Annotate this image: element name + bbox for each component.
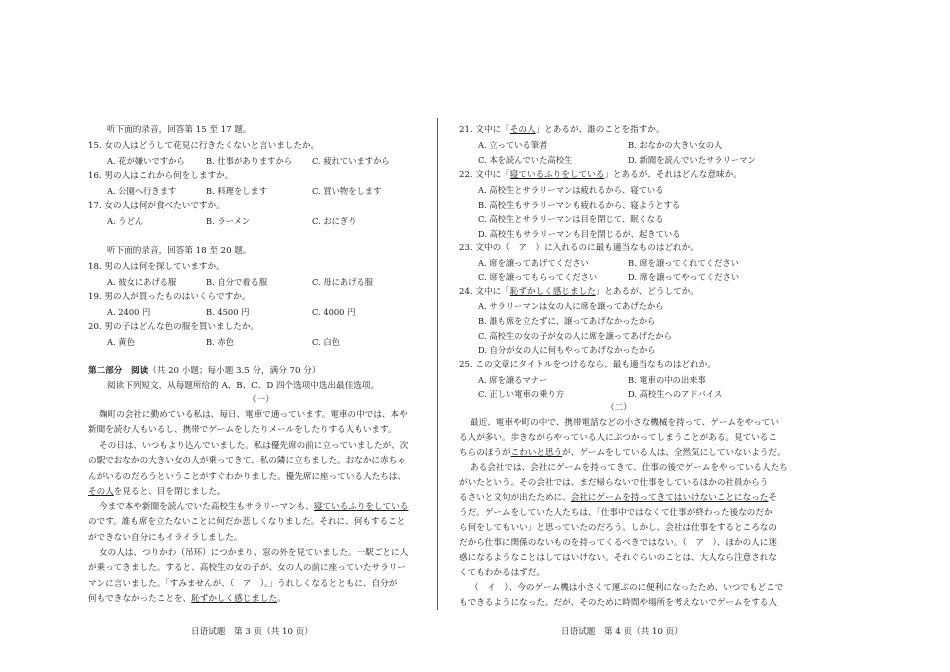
option-19b[interactable]: B. 4500 円 [206, 307, 250, 317]
q-text: 」とあるが、それはどんな意味か。 [604, 170, 742, 180]
passage-text: が、ゲームをしている人は、全然気にしていないようだ。 [562, 448, 786, 458]
underline-game-rule: 会社にゲームを持ってきてはいけないことになった [570, 493, 769, 503]
passage2-line: 惑になるようなことはしてはいけない。それぐらいのことは、大人なら注意されな [459, 553, 777, 563]
option-19c[interactable]: C. 4000 円 [312, 307, 356, 317]
option-25c[interactable]: C. 正しい電車の乗り方 [478, 389, 564, 399]
option-21d[interactable]: D. 新聞を読んでいたサラリーマン [628, 155, 756, 165]
option-15c[interactable]: C. 疲れていますから [312, 156, 390, 166]
option-21c[interactable]: C. 本を読んでいた高校生 [478, 155, 573, 165]
question-18: 18. 男の人は何を探していますか。 [88, 262, 225, 272]
passage2-line: ある会社では、会社にゲームを持ってきて、仕事の後でゲームをやっている人たち [470, 463, 788, 473]
passage-text: るさいと文句が出たために、 [459, 493, 571, 503]
passage2-line: うだ。ゲームをしていた人たちは、「仕事中ではなくて仕事が終わった後なのだか [459, 508, 773, 518]
passage2-line: くてもわかるはずだ。 [459, 568, 545, 578]
passage2-line: 最近、電車や町の中で、携帯電話などの小さな機械を持って、ゲームをやってい [470, 418, 780, 428]
passage-text: を見ると、目を閉じました。 [113, 487, 226, 497]
listening-instruction-2: 听下面的录音，回答第 18 至 20 题。 [107, 246, 252, 256]
passage-text: 何もできなかったことを、 [88, 594, 192, 604]
option-24a[interactable]: A. サラリーマンは女の人に席を譲ってあげたから [478, 301, 664, 311]
q-underline: 恥ずかしく感じました [509, 287, 596, 297]
option-24b[interactable]: B. 誰も席を立たずに、譲ってあげなかったから [478, 316, 656, 326]
option-18a[interactable]: A. 彼女にあげる服 [107, 277, 177, 287]
option-25b[interactable]: B. 電車の中の出来事 [628, 375, 706, 385]
option-16a[interactable]: A. 公園へ行きます [107, 186, 177, 196]
option-15a[interactable]: A. 花が嫌いですから [107, 156, 185, 166]
right-page [440, 0, 950, 672]
option-19a[interactable]: A. 2400 円 [107, 307, 151, 317]
passage-line [88, 487, 226, 498]
option-23b[interactable]: B. 席を譲ってくれてください [628, 258, 739, 268]
passage-line: マンに言いました。「すみませんが、（ ア ）。」うれしくなるとともに、自分が [88, 579, 398, 589]
question-24 [459, 287, 699, 298]
option-16c[interactable]: C. 買い物をします [312, 186, 382, 196]
option-16b[interactable]: B. 料理をします [206, 186, 268, 196]
question-19: 19. 男の人が買ったものはいくらですか。 [88, 292, 251, 302]
part2-instruction: 阅读下列短文，从每题所给的 A、B、C、D 四个选项中选出最佳选项。 [107, 381, 380, 391]
option-20c[interactable]: C. 白色 [312, 337, 340, 347]
passage-line: の駅でおなかの大きい女の人が乗ってきて、私の隣に立ちました。おなかに赤ちゃ [88, 456, 406, 466]
option-25a[interactable]: A. 席を譲るマナー [478, 375, 548, 385]
listening-instruction-1: 听下面的录音，回答第 15 至 17 题。 [107, 125, 252, 135]
option-17a[interactable]: A. うどん [107, 216, 144, 226]
passage-line: 女の人は、つりかわ（吊环）につかまり、窓の外を見ていました。一駅ごとに人 [99, 548, 409, 558]
q-text: 」とあるが、誰のことを指すか。 [535, 125, 665, 135]
passage-line: ができない自分にもイライラしました。 [88, 533, 243, 543]
option-23d[interactable]: D. 席を譲ってやってください [628, 272, 740, 282]
passage-number: （一） [248, 395, 274, 405]
option-25d[interactable]: D. 高校生へのアドバイス [628, 389, 723, 399]
question-21 [459, 125, 665, 136]
option-23a[interactable]: A. 席を譲ってあげてください [478, 258, 589, 268]
passage-text: ちらのほうが [459, 448, 511, 458]
passage-line [88, 594, 286, 605]
q-text: 」とあるが、どうしてか。 [595, 287, 699, 297]
underline-hazukashiku: 恥ずかしく感じました [191, 594, 278, 604]
passage2-line: ら何をしてもいい」と思っていたのだろう。しかし、会社は仕事をするところなの [459, 523, 777, 533]
passage2-line: がいたという。その会社では、まだ帰らないで仕事をしているほかの社員からう [459, 478, 769, 488]
passage2-line: （ イ ）、今のゲーム機は小さくて運ぶのに便利になったため、いつでもどこで [470, 583, 784, 593]
passage-line: 新聞を読む人もいるし、携帯でゲームをしたりメールをしたりする人もいます。 [88, 425, 397, 435]
option-22a[interactable]: A. 高校生とサラリーマンは疲れるから、寝ている [478, 185, 664, 195]
q-underline: 寝ているふりをしている [509, 170, 605, 180]
option-18c[interactable]: C. 母にあげる服 [312, 277, 374, 287]
option-17c[interactable]: C. おにぎり [312, 216, 357, 226]
passage-line: が乗ってきました。すると、高校生の女の子が、女の人の前に座っていたサラリー [88, 563, 406, 573]
q-text: 21. 文中に「 [459, 125, 510, 135]
passage2-line [459, 493, 777, 504]
question-20: 20. 男の子はどんな色の服を買いましたか。 [88, 322, 260, 332]
part2-title: 第二部分 阅读 [88, 366, 149, 376]
part2-heading [88, 366, 320, 377]
passage-line: のです。誰も席を立たないことに何だか悲しくなりました。それに、何もすること [88, 517, 406, 527]
question-22 [459, 170, 742, 181]
underline-kowai: こわいと思う [510, 448, 563, 458]
q-text: 24. 文中に「 [459, 287, 510, 297]
option-20b[interactable]: B. 赤色 [206, 337, 234, 347]
passage2-line [459, 448, 786, 459]
question-16: 16. 男の人はこれから何をしますか。 [88, 171, 234, 181]
option-24d[interactable]: D. 自分が女の人に何もやってあげなかったから [478, 345, 656, 355]
option-20a[interactable]: A. 黄色 [107, 337, 135, 347]
passage-line: んがいるのだろうということがすぐわかりました。優先席に座っている人たちは、 [88, 472, 406, 482]
question-23: 23. 文中の（ ア ）に入れるのに最も適当なものはどれか。 [459, 243, 699, 253]
option-15b[interactable]: B. 仕事がありますから [206, 156, 293, 166]
page-footer-4: 日语试题 第 4 页（共 10 页） [561, 627, 683, 637]
passage-line [99, 502, 408, 513]
passage2-line: もできるようになった。だが、そのために時間や場所を考えないでゲームをする人 [459, 598, 777, 608]
passage2-line: る人が多い。歩きながらやっている人にぶつかってしまうことがある。見ているこ [459, 433, 777, 443]
passage2-number: （二） [606, 403, 632, 413]
question-15: 15. 女の人はどうして花見に行きたくないと言いましたか。 [88, 141, 320, 151]
page-footer-3: 日语试题 第 3 页（共 10 页） [191, 627, 313, 637]
passage-text: 今まで本や新聞を読んでいた高校生もサラリーマンも、 [99, 502, 314, 512]
option-24c[interactable]: C. 高校生の女の子が女の人に席を譲ってあげたから [478, 331, 672, 341]
passage-line: 麹町の会社に勤めている私は、毎日、電車で通っています。電車の中では、本や [99, 410, 408, 420]
question-17: 17. 女の人は何が食べたいですか。 [88, 201, 225, 211]
passage2-line: だから仕事に関係のないものを持ってくるべきではない。（ ア ）、ほかの人に迷 [459, 538, 777, 548]
passage-text: 。 [277, 594, 286, 604]
option-21b[interactable]: B. おなかの大きい女の人 [628, 140, 723, 150]
underline-neteiru-furi: 寝ているふりをしている [313, 502, 409, 512]
question-25: 25. この文章にタイトルをつけるなら、最も適当なものはどれか。 [459, 360, 716, 370]
option-18b[interactable]: B. 自分で着る服 [206, 277, 268, 287]
option-22d[interactable]: D. 高校生もサラリーマンも目を閉じるが、起きている [478, 229, 681, 239]
passage-line: その日は、いつもより込んでいました。私は優先席の前に立っていましたが、次 [99, 441, 409, 451]
passage-text: そ [768, 493, 778, 503]
option-23c[interactable]: C. 席を譲ってもらってください [478, 272, 598, 282]
underline-sono-hito: その人 [88, 487, 114, 497]
left-page [0, 0, 436, 672]
option-21a[interactable]: A. 立っている筆者 [478, 140, 548, 150]
part2-detail: （共 20 小题；每小题 3.5 分，满分 70 分） [148, 366, 321, 376]
q-underline: その人 [509, 125, 536, 135]
option-22c[interactable]: C. 高校生とサラリーマンは目を閉じて、眠くなる [478, 214, 664, 224]
option-22b[interactable]: B. 高校生もサラリーマンも疲れるから、寝ようとする [478, 200, 681, 210]
q-text: 22. 文中に「 [459, 170, 510, 180]
option-17b[interactable]: B. ラーメン [206, 216, 251, 226]
page-divider [437, 118, 438, 610]
